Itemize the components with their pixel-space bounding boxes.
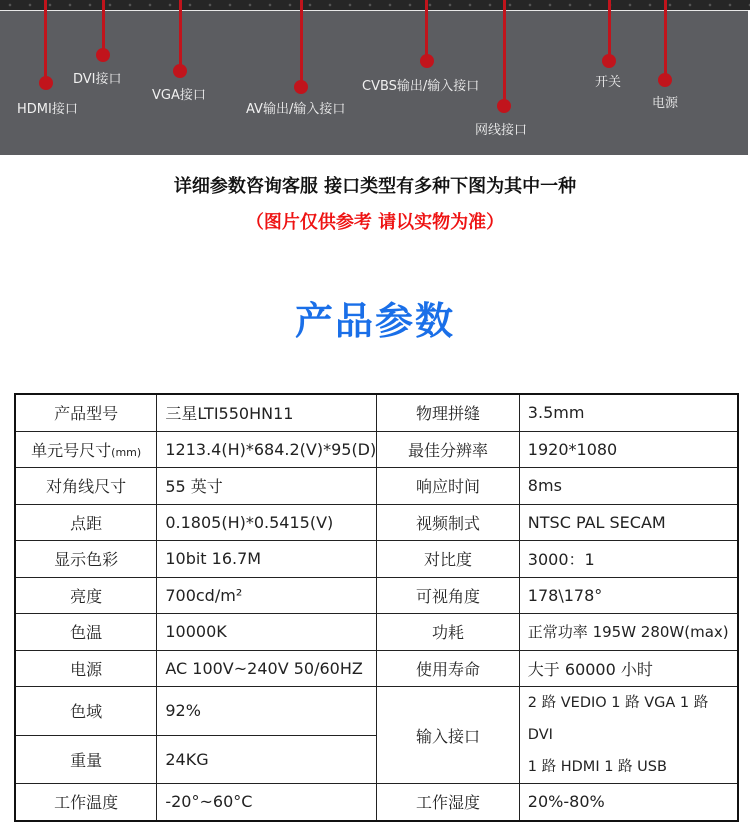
spec-value: 55 英寸 — [157, 468, 377, 505]
dvi-label: DVI接口 — [73, 72, 122, 87]
network-label: 网线接口 — [475, 123, 528, 138]
spec-key — [15, 431, 157, 468]
panel-edge — [0, 10, 750, 11]
cvbs-leader-line — [425, 0, 428, 60]
spec-key: 电源 — [15, 650, 157, 687]
network-leader-line — [503, 0, 506, 105]
spec-value: 10000K — [157, 614, 377, 651]
spec-value: 三星LTI550HN11 — [157, 394, 377, 431]
spec-value: 178\178° — [519, 577, 738, 614]
switch-marker-icon — [602, 54, 616, 68]
power-label: 电源 — [652, 96, 679, 111]
spec-table — [14, 393, 739, 822]
spec-key-unit: (mm) — [111, 445, 142, 459]
spec-value: 0.1805(H)*0.5415(V) — [157, 504, 377, 541]
spec-value: AC 100V~240V 50/60HZ — [157, 650, 377, 687]
spec-value-multiline — [519, 687, 738, 784]
spec-value: 20%-80% — [519, 784, 738, 821]
input-interface-line1: 2 路 VEDIO 1 路 VGA 1 路 DVI — [527, 695, 709, 743]
av-label: AV输出/输入接口 — [246, 102, 346, 117]
table-row — [15, 504, 738, 541]
table-row — [15, 394, 738, 431]
dvi-marker-icon — [96, 48, 110, 62]
spec-key: 输入接口 — [377, 687, 520, 784]
table-row — [15, 784, 738, 821]
table-row — [15, 577, 738, 614]
spec-key: 工作温度 — [15, 784, 157, 821]
table-row — [15, 468, 738, 505]
spec-key: 点距 — [15, 504, 157, 541]
spec-value: 92% — [157, 687, 377, 736]
disclaimer-note: （图片仅供参考 请以实物为准） — [245, 212, 505, 233]
spec-key: 使用寿命 — [377, 650, 520, 687]
spec-value: -20°~60°C — [157, 784, 377, 821]
table-row — [15, 431, 738, 468]
spec-value: 3000：1 — [519, 541, 738, 578]
spec-value: NTSC PAL SECAM — [519, 504, 738, 541]
table-row — [15, 541, 738, 578]
spec-key: 显示色彩 — [15, 541, 157, 578]
spec-value: 3.5mm — [519, 394, 738, 431]
consult-note: 详细参数咨询客服 接口类型有多种下图为其中一种 — [173, 176, 577, 197]
table-row — [15, 687, 738, 736]
av-leader-line — [300, 0, 303, 86]
spec-value: 24KG — [157, 735, 377, 784]
input-interface-line2: 1 路 HDMI 1 路 USB — [527, 759, 667, 775]
power-leader-line — [664, 0, 667, 78]
spec-key: 色域 — [15, 687, 157, 736]
spec-key: 重量 — [15, 735, 157, 784]
switch-leader-line — [608, 0, 611, 56]
spec-key: 对比度 — [377, 541, 520, 578]
spec-value: 10bit 16.7M — [157, 541, 377, 578]
spec-value: 大于 60000 小时 — [519, 650, 738, 687]
power-marker-icon — [658, 73, 672, 87]
network-marker-icon — [497, 99, 511, 113]
spec-key: 工作湿度 — [377, 784, 520, 821]
cvbs-marker-icon — [420, 54, 434, 68]
hdmi-label: HDMI接口 — [17, 102, 78, 117]
av-marker-icon — [294, 80, 308, 94]
spec-key: 最佳分辨率 — [377, 431, 520, 468]
spec-value: 1213.4(H)*684.2(V)*95(D) — [157, 431, 377, 468]
spec-key: 功耗 — [377, 614, 520, 651]
spec-key: 色温 — [15, 614, 157, 651]
spec-key-label: 单元号尺寸 — [31, 440, 112, 460]
spec-key: 产品型号 — [15, 394, 157, 431]
hdmi-leader-line — [44, 0, 47, 82]
interface-diagram-panel — [0, 0, 750, 155]
spec-key: 可视角度 — [377, 577, 520, 614]
spec-value: 700cd/m² — [157, 577, 377, 614]
cvbs-label: CVBS输出/输入接口 — [362, 79, 480, 94]
spec-key: 对角线尺寸 — [15, 468, 157, 505]
hdmi-marker-icon — [39, 76, 53, 90]
spec-key: 响应时间 — [377, 468, 520, 505]
speaker-mesh — [0, 0, 750, 10]
table-row — [15, 650, 738, 687]
table-row — [15, 614, 738, 651]
vga-leader-line — [179, 0, 182, 70]
spec-key: 物理拼缝 — [377, 394, 520, 431]
spec-value: 8ms — [519, 468, 738, 505]
section-title: 产品参数 — [294, 299, 455, 343]
spec-value: 1920*1080 — [519, 431, 738, 468]
spec-key: 视频制式 — [377, 504, 520, 541]
switch-label: 开关 — [595, 75, 622, 90]
spec-key: 亮度 — [15, 577, 157, 614]
vga-marker-icon — [173, 64, 187, 78]
spec-value: 正常功率 195W 280W(max) — [519, 614, 738, 651]
dvi-leader-line — [102, 0, 105, 54]
vga-label: VGA接口 — [152, 88, 206, 103]
